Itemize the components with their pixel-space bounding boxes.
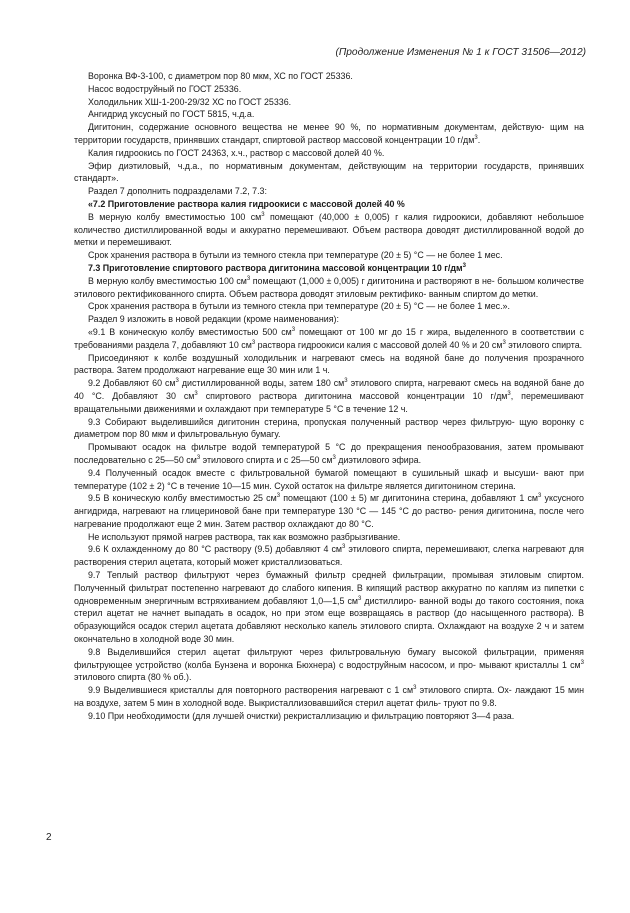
paragraph-9-4 [74, 467, 584, 493]
text-line: помещают (40,000 ± 0,005) г калия гидроокиси, добавляют небольшое количество дистиллированной воды и аккуратно перемешивают. Объем раствора доводят дистиллированной водой до метки и перемешивают. [74, 211, 584, 248]
text-line: Ангидрид уксусный по ГОСТ 5815, ч.д.а. [88, 109, 255, 120]
text-line: 9.2 Добавляют 60 см [88, 378, 176, 389]
text-line: 9.9 Выделившиеся кристаллы для повторного растворения нагревают с 1 см [88, 685, 414, 696]
text-line: этилового спирта и с 25—50 см [200, 454, 333, 465]
superscript: 3 [462, 262, 466, 269]
text-line: этилового спирта, нагревают смесь на водяной бане до 40 °C. Добавляют 30 см [74, 378, 585, 401]
text-line: диэтилового эфира. [335, 454, 422, 465]
text-line: этилового спирта. Ох- лаждают 15 мин на воздухе, затем 5 мин в холодной воде. Выкристаллизовавшийся стерил ацетат филь- труют по 9.8. [74, 685, 585, 709]
text-line: Холодильник ХШ-1-200-29/32 ХС по ГОСТ 25336. [88, 96, 292, 107]
text-line: 9.5 В коническую колбу вместимостью 25 см [88, 493, 277, 504]
paragraph-9-7 [74, 569, 584, 646]
text-line: Не используют прямой нагрев раствора, так как возможно разбрызгивание. [88, 531, 401, 542]
text-line: Калия гидроокись по ГОСТ 24363, х.ч., раствор с массовой долей 40 %. [88, 147, 385, 158]
text-line: 9.8 Выделившийся стерил ацетат фильтруют через фильтровальную бумагу высокой фильтрации, применяя фильтрующее устройство (колба Бунзена и воронка Бюхнера) с водоструйным насосом, и про- мывают кристаллы 1 см [74, 646, 584, 670]
text-line: Раздел 7 дополнить подразделами 7.2, 7.3: [88, 186, 267, 197]
text-line: Эфир диэтиловый, ч.д.а., по нормативным документам, действующим на территории государств, принявших стандарт». [74, 160, 584, 184]
superscript: 3 [276, 493, 281, 500]
text-line: Срок хранения раствора в бутыли из темного стекла при температуре (20 ± 5) °C — не более 1 мес. [88, 250, 503, 261]
superscript: 3 [194, 390, 198, 397]
reagent-item [74, 160, 584, 186]
text-line: дистиллированной воды, затем 180 см [178, 378, 345, 389]
text-line: Промывают осадок на фильтре водой температурой 5 °C до прекращения пенообразования, затем промывают последовательно с 25—50 см [74, 442, 584, 465]
superscript: 3 [251, 339, 256, 346]
superscript: 3 [344, 378, 348, 385]
paragraph-9-3-cont [74, 441, 584, 467]
superscript: 3 [358, 595, 362, 602]
text-line: . [477, 134, 481, 145]
superscript: 3 [196, 454, 201, 461]
paragraph-9-9 [74, 684, 584, 710]
document-body [74, 70, 584, 723]
text-line: этилового спирта, перемешивают, слегка нагревают для растворения стерил ацетата, который может кристаллизоваться. [74, 544, 584, 568]
text-line: , перемешивают вращательными движениями и охлаждают при температуре 5 °C в течение 12 ч. [74, 390, 584, 414]
text-line: 9.3 Собирают выделившийся дигитонин стерина, пропуская полученный раствор через фильтрую- щую воронку с диаметром пор 80 мкм и фильтровальную бумагу. [74, 416, 584, 440]
reagent-item [74, 147, 584, 160]
paragraph-9-8 [74, 646, 584, 684]
paragraph-9-3 [74, 416, 584, 442]
text-line: уксусного ангидрида, нагревают на глицериновой бане при температуре 130 °C — 145 °C до раство- рения дигитонина, после чего нагревание продолжают еще 2 мин. Затем раствор охлаждают до 80 °C. [74, 493, 584, 529]
superscript: 3 [342, 544, 346, 551]
superscript: 3 [332, 454, 336, 461]
paragraph-9-10 [74, 710, 584, 723]
text-line: В мерную колбу вместимостью 100 см [88, 275, 247, 286]
superscript: 3 [474, 134, 478, 141]
text-line: этилового спирта. [505, 339, 583, 350]
text-line: Насос водоструйный по ГОСТ 25336. [88, 83, 242, 94]
heading-text: 7.3 Приготовление спиртового раствора дигитонина массовой концентрации 10 г/дм [88, 262, 463, 273]
reagent-item [74, 108, 584, 121]
equipment-item [74, 83, 584, 96]
heading-text: «7.2 Приготовление раствора калия гидроокиси с массовой долей 40 % [88, 198, 405, 209]
text-line: Срок хранения раствора в бутыли из темного стекла при температуре (20 ± 5) °C — не более 1 мес.». [88, 301, 510, 312]
paragraph-9-1 [74, 326, 584, 352]
superscript: 3 [502, 339, 506, 346]
amendment-instruction [74, 313, 584, 326]
subsection-heading-7-3 [74, 262, 584, 275]
text-line: раствора гидроокиси калия с массовой долей 40 % и 20 см [255, 339, 503, 350]
superscript: 3 [580, 659, 584, 666]
reagent-item [74, 121, 584, 147]
text-line: 9.4 Полученный осадок вместе с фильтровальной бумагой помещают в сушильный шкаф и высуши- вают при температуре (102 ± 2) °C в течение 10—15 мин. Сухой остаток на фильтре является дигитонином стерина. [74, 467, 584, 491]
page-number: 2 [46, 832, 52, 843]
paragraph-9-5-note [74, 531, 584, 544]
text-line: помещают от 100 мг до 15 г жира, выделенного в соответствии с требованиями раздела 7, добавляют 10 см [74, 326, 584, 350]
text-line: этилового спирта (80 % об.). [74, 672, 192, 683]
page-header: (Продолжение Изменения № 1 к ГОСТ 31506—2012) [335, 47, 586, 58]
paragraph-9-5 [74, 492, 584, 530]
superscript: 3 [261, 211, 265, 218]
text-line: спиртового раствора дигитонина массовой концентрации 10 г/дм [197, 390, 508, 401]
equipment-item [74, 70, 584, 83]
text-line: дистиллиро- ванной воды до такого состояния, пока стерил ацетат не начнет выпадать в осадок, но при этом еще возвращаясь в раствор (до насыщенного раствора). В образующийся осадок стерил ацетата добавляют несколько капель этилового спирта. Охлаждают на воздухе 2 ч и затем окончательно в холодной воде 30 мин. [74, 595, 584, 645]
superscript: 3 [538, 493, 542, 500]
superscript: 3 [175, 378, 179, 385]
superscript: 3 [291, 326, 296, 333]
text-line: Воронка ВФ-3-100, с диаметром пор 80 мкм, ХС по ГОСТ 25336. [88, 71, 353, 81]
text-line: 9.10 При необходимости (для лучшей очистки) рекристаллизацию и фильтрацию повторяют 3—4 раза. [88, 710, 515, 721]
paragraph-7-3-storage [74, 300, 584, 313]
amendment-instruction [74, 185, 584, 198]
text-line: Дигитонин, содержание основного вещества не менее 90 %, по нормативным документам, действую- щим на территории государств, принявших стандарт, спиртовой раствор массовой концентрации 10 г/дм [74, 122, 584, 145]
superscript: 3 [413, 685, 417, 692]
text-line: Присоединяют к колбе воздушный холодильник и нагревают смесь на водяной бане до получения прозрачного раствора. Затем продолжают нагревание еще 30 мин или 1 ч. [74, 352, 584, 376]
text-line: «9.1 В коническую колбу вместимостью 500 см [88, 326, 292, 337]
paragraph-7-3 [74, 275, 584, 301]
paragraph-9-2 [74, 377, 584, 415]
superscript: 3 [507, 390, 511, 397]
text-line: Раздел 9 изложить в новой редакции (кроме наименования): [88, 314, 339, 325]
subsection-heading-7-2 [74, 198, 584, 211]
text-line: помещают (1,000 ± 0,005) г дигитонина и растворяют в не- большом количестве этилового ректификованного спирта. Объем раствора доводят этиловым ректифико- ванным спиртом до метки. [74, 275, 584, 299]
text-line: 9.7 Теплый раствор фильтруют через бумажный фильтр средней фильтрации, промывая этиловым спиртом. Полученный фильтрат постепенно нагревают до слабого кипения. В кипящий раствор аккуратно по каплям из пипетки с одновременным энергичным встряхиванием добавляют 1,0—1,5 см [74, 570, 584, 606]
superscript: 3 [246, 275, 251, 282]
text-line: помещают (100 ± 5) мг дигитонина стерина, добавляют 1 см [280, 493, 539, 504]
paragraph-9-6 [74, 543, 584, 569]
text-line: В мерную колбу вместимостью 100 см [88, 211, 262, 222]
text-line: 9.6 К охлажденному до 80 °C раствору (9.5) добавляют 4 см [88, 544, 343, 555]
paragraph-7-2 [74, 211, 584, 249]
equipment-item [74, 96, 584, 109]
paragraph-7-2-storage [74, 249, 584, 262]
paragraph-9-1-cont [74, 352, 584, 378]
